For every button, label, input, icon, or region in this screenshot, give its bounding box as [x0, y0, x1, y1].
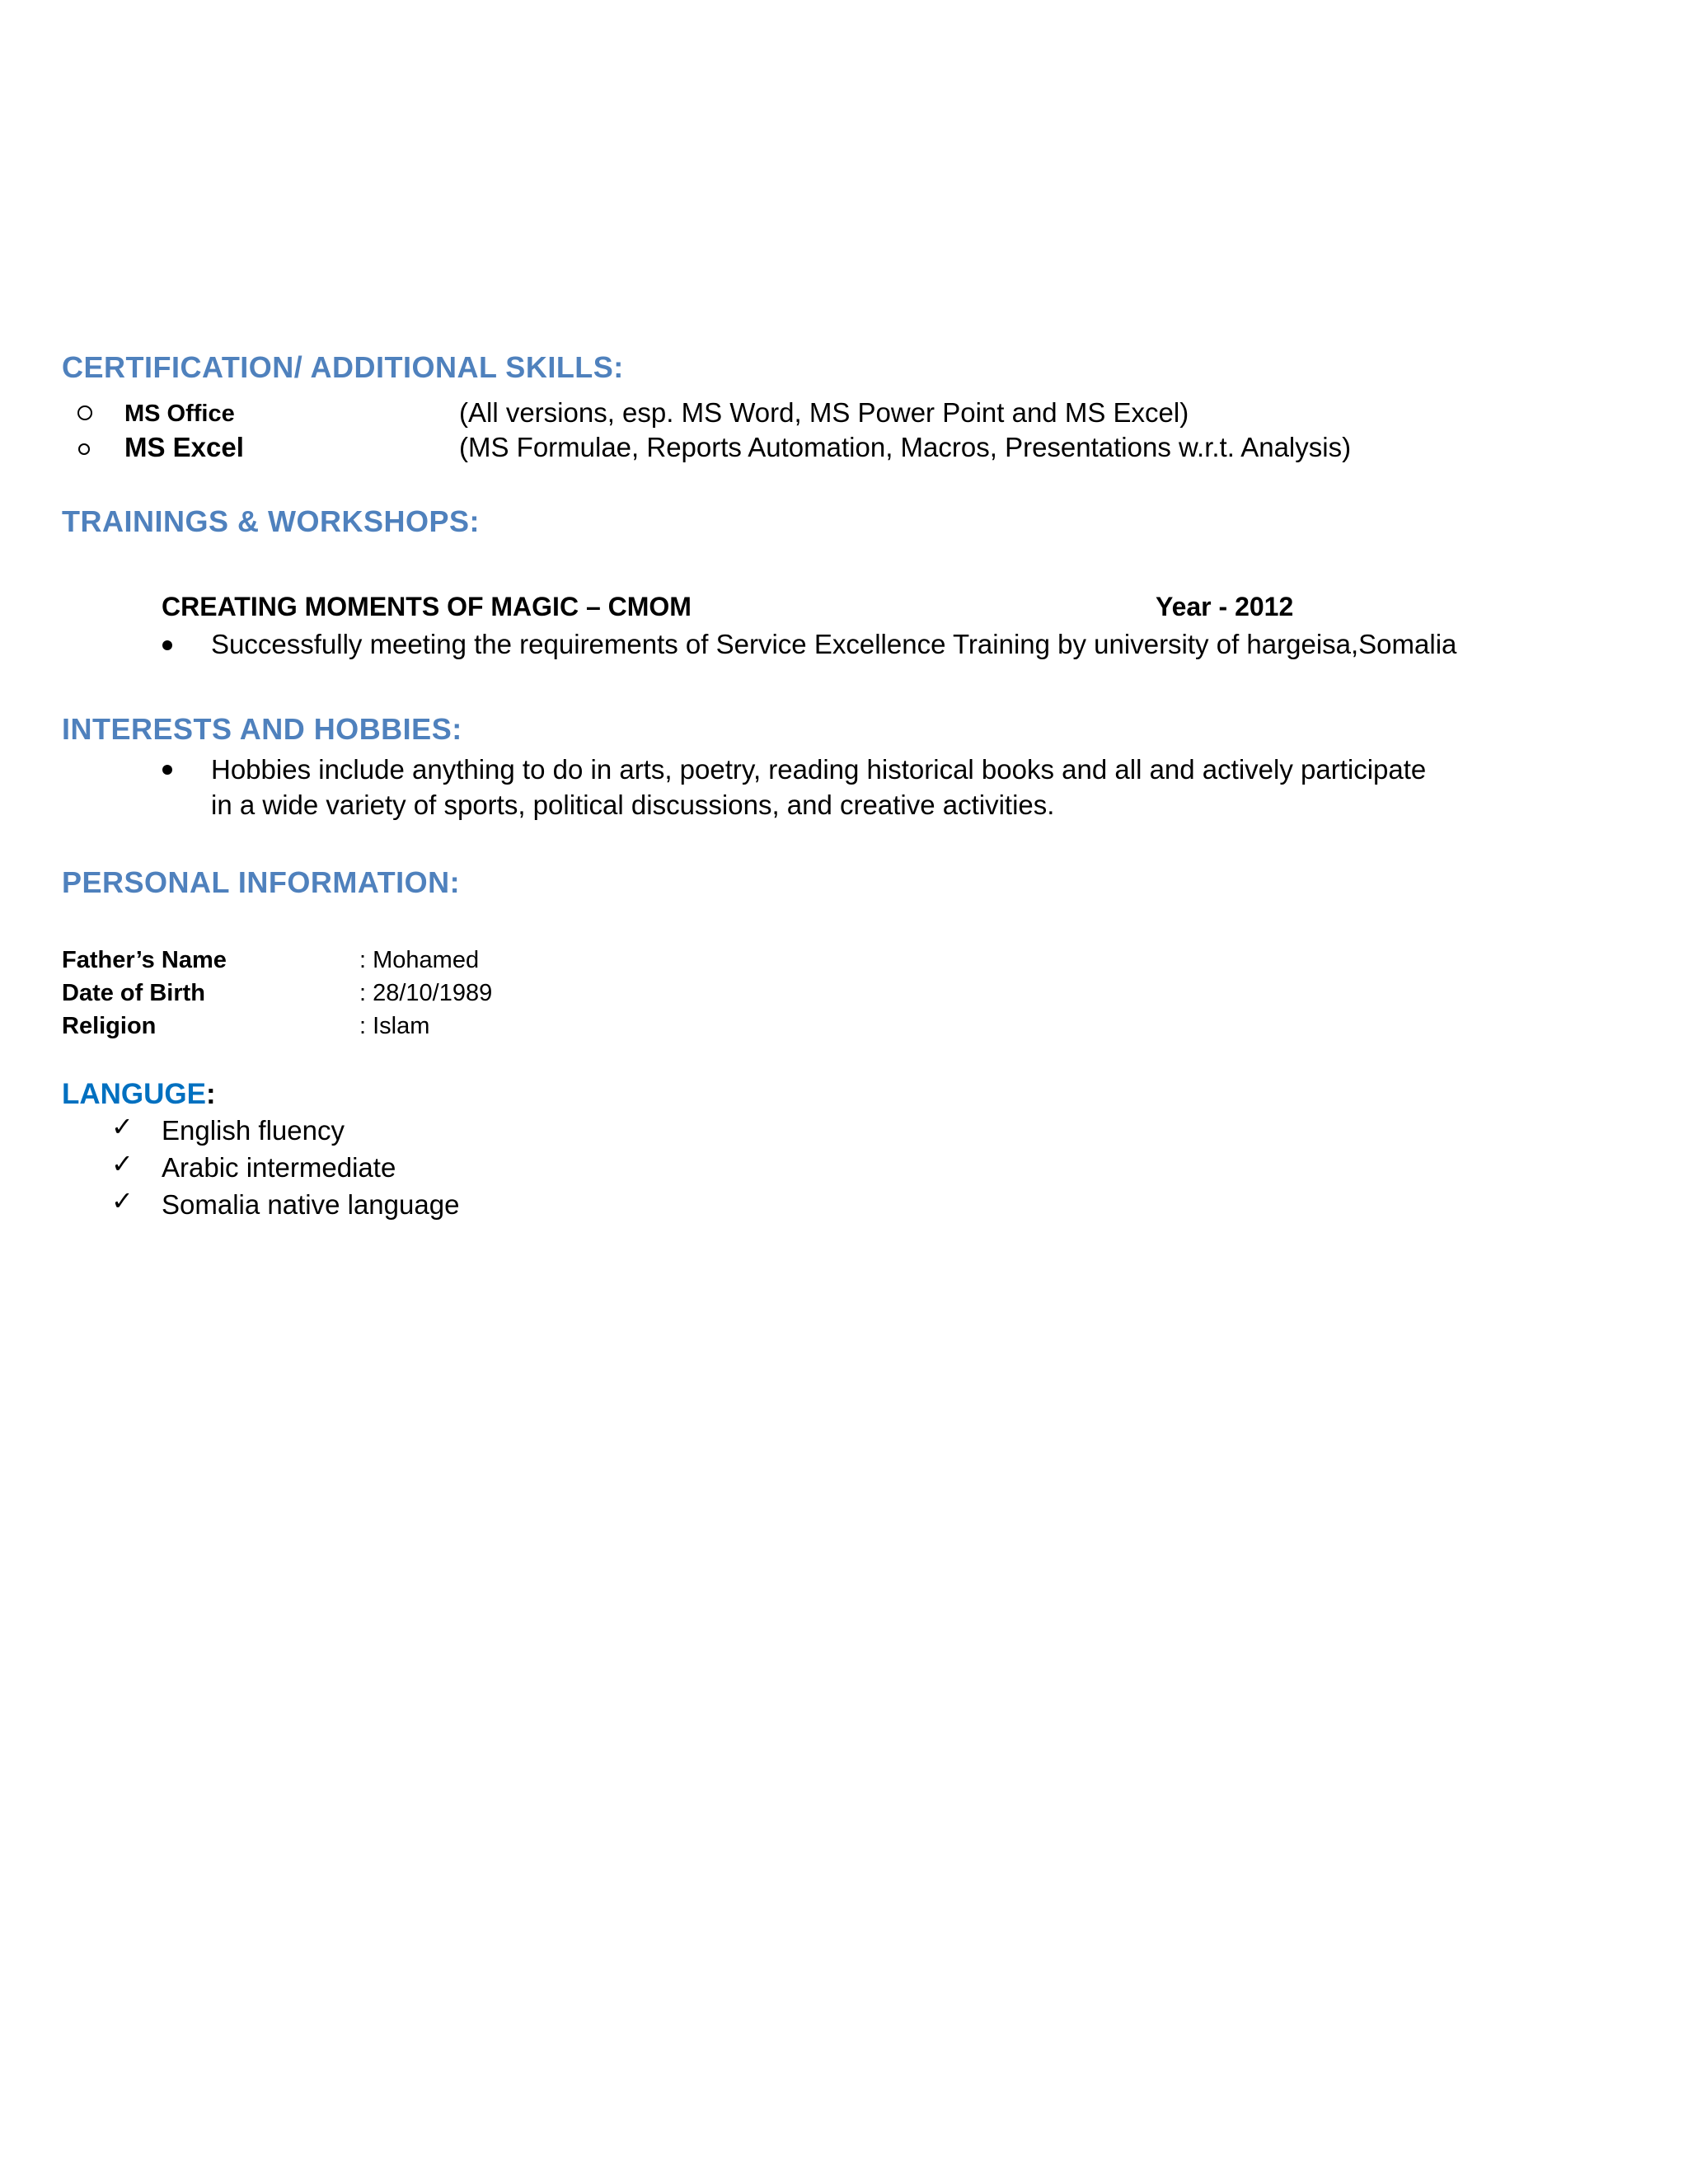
interests-heading: INTERESTS AND HOBBIES: — [62, 712, 462, 746]
personal-label-religion: Religion — [62, 1013, 157, 1039]
bullet-dot-icon — [162, 765, 172, 775]
personal-value-dob: : 28/10/1989 — [359, 980, 493, 1006]
personal-label-father: Father’s Name — [62, 947, 227, 973]
language-item: English fluency — [162, 1115, 345, 1146]
checkmark-icon: ✓ — [111, 1186, 134, 1216]
personal-value-father: : Mohamed — [359, 947, 480, 973]
language-item: Arabic intermediate — [162, 1152, 396, 1183]
trainings-heading: TRAININGS & WORKSHOPS: — [62, 504, 481, 538]
language-heading-text: LANGUGE — [62, 1078, 206, 1110]
skill-detail: (MS Formulae, Reports Automation, Macros, Presentations w.r.t. Analysis) — [459, 432, 1352, 462]
language-heading — [62, 1080, 216, 1108]
skill-name: MS Office — [124, 401, 235, 427]
interests-line-1: Hobbies include anything to do in arts, poetry, reading historical books and all and actively participate — [211, 754, 1427, 785]
training-year: Year - 2012 — [1156, 592, 1294, 621]
hollow-circle-icon — [77, 405, 92, 420]
training-description: Successfully meeting the requirements of Service Excellence Training by university of hargeisa,Somalia — [211, 629, 1457, 659]
skill-name: MS Excel — [124, 432, 244, 462]
training-title: CREATING MOMENTS OF MAGIC – CMOM — [162, 592, 692, 621]
hollow-circle-icon — [78, 443, 90, 455]
language-heading-colon: : — [206, 1078, 216, 1110]
certification-heading: CERTIFICATION/ ADDITIONAL SKILLS: — [62, 350, 624, 384]
language-item: Somalia native language — [162, 1189, 460, 1220]
personal-value-religion: : Islam — [359, 1013, 430, 1039]
checkmark-icon: ✓ — [111, 1112, 134, 1141]
personal-label-dob: Date of Birth — [62, 980, 205, 1006]
checkmark-icon: ✓ — [111, 1149, 134, 1179]
personal-heading: PERSONAL INFORMATION: — [62, 865, 461, 899]
interests-line-2: in a wide variety of sports, political discussions, and creative activities. — [211, 790, 1055, 820]
bullet-dot-icon — [162, 640, 172, 650]
skill-detail: (All versions, esp. MS Word, MS Power Point and MS Excel) — [459, 397, 1189, 428]
